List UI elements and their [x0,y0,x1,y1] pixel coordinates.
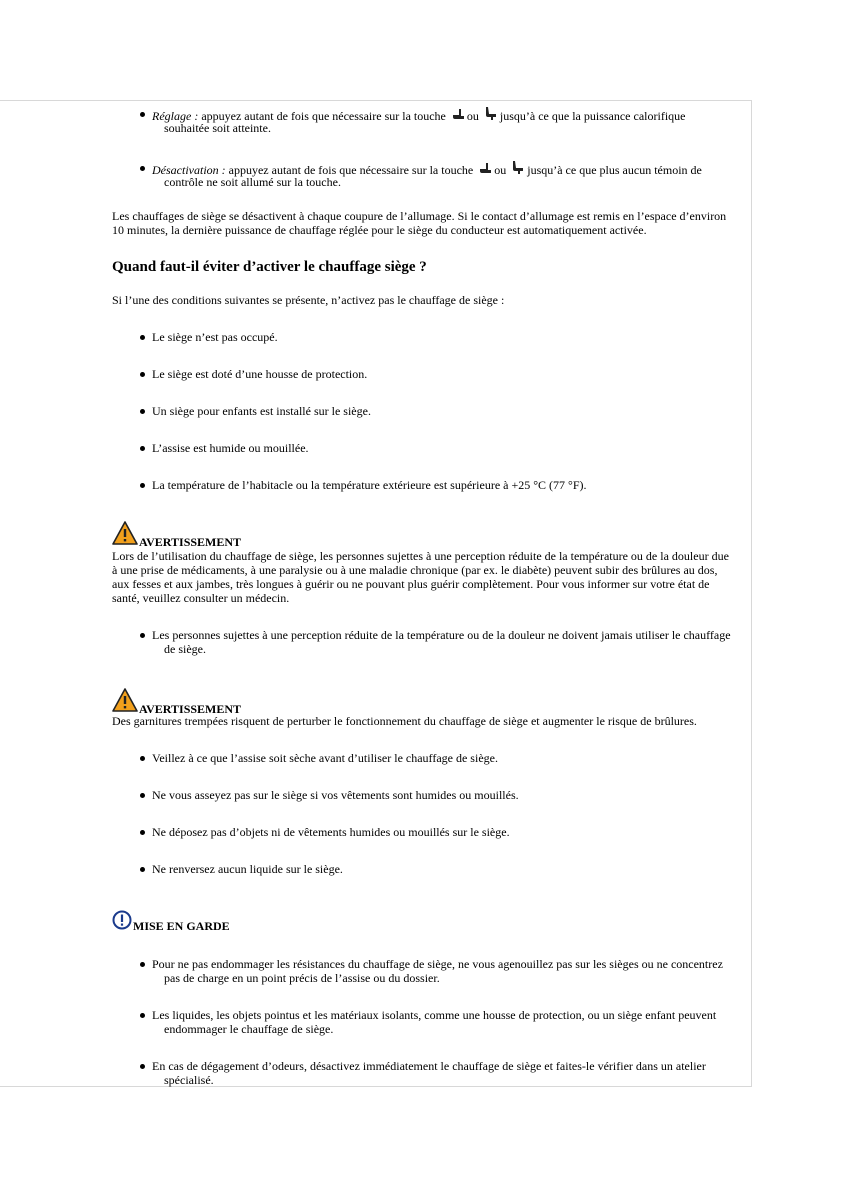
bullet-dot [140,166,145,171]
section-lead: Si l’une des conditions suivantes se présente, n’activez pas le chauffage de siège : [112,293,505,307]
caution-circle-icon [112,910,132,933]
warning-header [112,688,241,715]
adjust-or: ou [466,109,479,123]
caution-label: MISE EN GARDE [133,919,230,933]
deactivate-or: ou [494,163,507,177]
deactivate-label: Désactivation : [152,163,226,177]
adjust-line2: souhaitée soit atteinte. [164,121,271,135]
warning-label: AVERTISSEMENT [139,702,242,716]
warning-triangle-icon [112,688,138,715]
seat-heating-button-icon [451,108,465,124]
bullet-dot [140,830,145,835]
bullet-dot [140,756,145,761]
warning-label: AVERTISSEMENT [139,535,242,549]
adjust-text-after: jusqu’à ce que la puissance calorifique [499,109,686,123]
intro-paragraph [112,209,742,237]
bullet-dot [140,962,145,967]
intro-line: Les chauffages de siège se désactivent à chaque coupure de l’allumage. Si le contact d’allumage est remis en l’espace d’environ [112,209,727,223]
deactivate-text-after: jusqu’à ce que plus aucun témoin de [527,163,702,177]
warning-triangle-icon [112,521,138,548]
bullet-dot [140,867,145,872]
warning-text: Lors de l’utilisation du chauffage de siège, les personnes sujettes à une perception réduite de la température ou de la douleur due à une prise de médicaments, à une paralysie ou à une maladie chronique (par ex. le diabète) peuvent subir des brûlures au dos, aux fesses et aux jambes, très longues à guérir ou ne pouvant plus guérir complètement. Pour vous informer sur votre état de santé, veuillez consulter un médecin. [112,549,729,605]
bullet-dot [140,446,145,451]
deactivate-text-before: appuyez autant de fois que nécessaire sur la touche [228,163,474,177]
bullet-dot [140,409,145,414]
page-frame-bottom [0,1086,752,1087]
seat-ventilation-button-icon [511,161,525,178]
section-heading: Quand faut-il éviter d’activer le chauffage siège ? [112,259,427,275]
seat-heating-button-icon [478,162,492,178]
bullet-dot [140,1013,145,1018]
seat-ventilation-button-icon [484,107,498,124]
bullet-dot [140,633,145,638]
page-frame-top [0,100,752,101]
warning-header [112,521,241,548]
adjust-label: Réglage : [152,109,199,123]
intro-line: 10 minutes, la dernière puissance de chauffage réglée pour le siège du conducteur est automatiquement activée. [112,223,647,237]
bullet-dot [140,112,145,117]
bullet-dot [140,335,145,340]
deactivate-line2: contrôle ne soit allumé sur la touche. [164,175,341,189]
caution-header [112,910,230,933]
bullet-dot [140,793,145,798]
bullet-dot [140,483,145,488]
bullet-dot [140,372,145,377]
warning-text: Des garnitures trempées risquent de perturber le fonctionnement du chauffage de siège et augmenter le risque de brûlures. [112,714,697,728]
bullet-dot [140,1064,145,1069]
page-frame-right [751,100,752,1087]
adjust-text-before: appuyez autant de fois que nécessaire sur la touche [201,109,446,123]
